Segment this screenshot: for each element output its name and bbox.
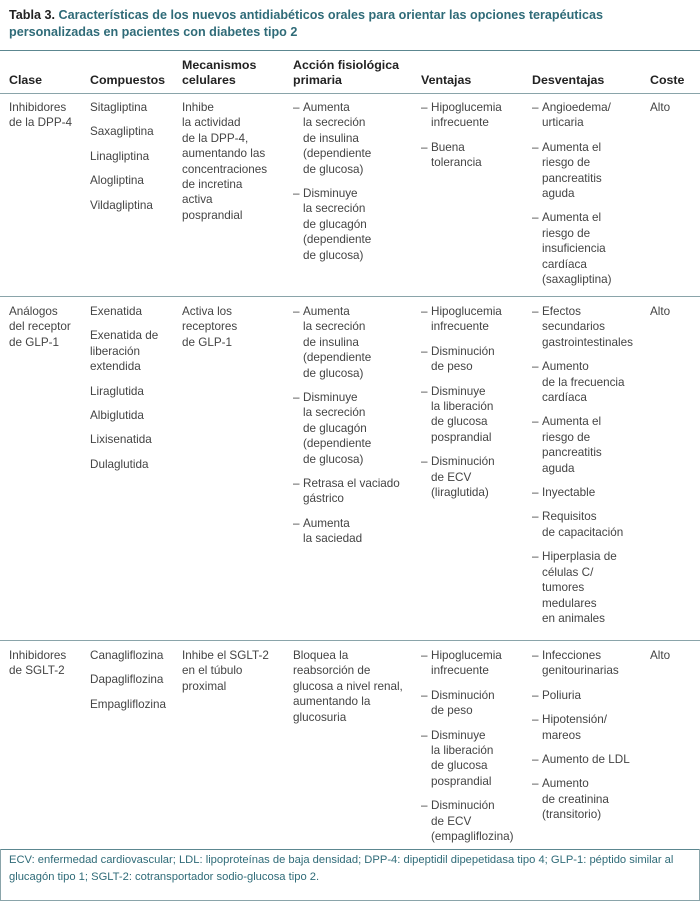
row2-compuesto: Dulaglutida xyxy=(90,457,149,471)
row3-compuesto: Canagliflozina xyxy=(90,649,164,662)
row2-accion-item: – Aumenta la secreción de insulina (dependiente de glucosa) xyxy=(293,304,417,381)
row3-accion xyxy=(293,648,417,725)
row3-desventaja-item: – Hipotensión/ mareos xyxy=(532,712,644,743)
row2-desventajas xyxy=(532,304,647,635)
row2-coste-text: Alto xyxy=(650,305,671,318)
table-footnote: ECV: enfermedad cardiovascular; LDL: lipoproteínas de baja densidad; DPP-4: dipeptidil dipepetidasa tipo 4; GLP-1: péptido similar al glucagón tipo 1; SGLT-2: cotransportador sodio-glucosa tipo 2. xyxy=(9,854,674,883)
row2-desventaja-item: – Inyectable xyxy=(532,485,647,500)
row1-compuesto: Sitagliptina xyxy=(90,101,148,114)
row3-desventaja-item: – Poliuria xyxy=(532,688,644,703)
footer-left-rule xyxy=(0,849,1,901)
bottom-rule xyxy=(0,900,700,901)
row2-accion-item: – Aumenta la saciedad xyxy=(293,516,417,547)
row3-desventajas xyxy=(532,648,644,832)
row2-mecanismo-text: Activa los receptores de GLP-1 xyxy=(182,305,238,349)
row2-ventajas xyxy=(421,304,526,509)
row2-compuestos xyxy=(90,304,178,481)
row1-compuesto: Saxagliptina xyxy=(90,125,154,139)
row3-compuesto: Empagliflozina xyxy=(90,697,167,711)
row1-compuesto: Vildagliptina xyxy=(90,198,153,212)
row2-desventaja-item: – Hiperplasia de células C/ tumores medulares en animales xyxy=(532,549,647,626)
row2-compuesto: Lixisenatida xyxy=(90,433,152,447)
row3-ventajas xyxy=(421,648,529,853)
row1-desventajas xyxy=(532,100,644,296)
row3-mecanismo xyxy=(182,648,290,694)
row3-ventaja-item: – Disminuye la liberación de glucosa posprandial xyxy=(421,728,529,790)
row3-coste-text: Alto xyxy=(650,649,671,662)
table-title xyxy=(9,7,691,41)
row2-accion-item: – Retrasa el vaciado gástrico xyxy=(293,476,417,507)
row3-ventaja-item: – Disminución de peso xyxy=(421,688,529,719)
row2-compuesto: Exenatida xyxy=(90,305,142,318)
row3-desventaja-item: – Aumento de LDL xyxy=(532,752,644,767)
row2-ventaja-item: – Disminución de peso xyxy=(421,344,526,375)
row3-clase xyxy=(9,648,84,679)
title-rule xyxy=(0,50,700,51)
row3-clase-text: Inhibidores de SGLT-2 xyxy=(9,649,67,678)
row1-accion-item: – Disminuye la secreción de glucagón (dependiente de glucosa) xyxy=(293,186,413,263)
header-coste: Coste xyxy=(650,73,685,87)
row3-desventaja-item: – Infecciones genitourinarias xyxy=(532,648,644,679)
row2-coste xyxy=(650,304,695,319)
row2-clase-text: Análogos del receptor de GLP-1 xyxy=(9,305,71,349)
header-compuestos: Compuestos xyxy=(90,73,166,87)
row2-accion xyxy=(293,304,417,556)
row1-desventaja-item: – Angioedema/ urticaria xyxy=(532,100,644,131)
row3-compuestos xyxy=(90,648,178,721)
row1-accion xyxy=(293,100,413,272)
row2-mecanismo xyxy=(182,304,286,350)
row1-mecanismo xyxy=(182,100,286,223)
row2-ventaja-item: – Hipoglucemia infrecuente xyxy=(421,304,526,335)
row2-ventaja-item: – Disminución de ECV (liraglutida) xyxy=(421,454,526,500)
header-mecanismos: Mecanismos celulares xyxy=(182,58,257,87)
row2-desventaja-item: – Aumenta el riesgo de pancreatitis aguda xyxy=(532,414,647,476)
row1-compuesto: Linagliptina xyxy=(90,149,150,163)
row1-compuesto: Alogliptina xyxy=(90,174,144,188)
row2-ventaja-item: – Disminuye la liberación de glucosa posprandial xyxy=(421,384,526,446)
row2-compuesto: Exenatida de liberación extendida xyxy=(90,329,159,374)
footer-rule xyxy=(0,849,700,850)
row2-rule xyxy=(0,640,700,641)
row1-coste-text: Alto xyxy=(650,101,671,114)
row2-desventaja-item: – Efectos secundarios gastrointestinales xyxy=(532,304,647,350)
row3-coste xyxy=(650,648,695,663)
row2-accion-item: – Disminuye la secreción de glucagón (dependiente de glucosa) xyxy=(293,390,417,467)
table-title-label: Tabla 3. xyxy=(9,8,55,22)
row1-accion-item: – Aumenta la secreción de insulina (dependiente de glucosa) xyxy=(293,100,413,177)
row3-ventaja-item: – Disminución de ECV (empagliflozina) xyxy=(421,798,529,844)
row1-desventaja-item: – Aumenta el riesgo de insuficiencia cardíaca (saxagliptina) xyxy=(532,210,644,287)
row2-compuesto: Albiglutida xyxy=(90,409,144,423)
row1-mecanismo-text: Inhibe la actividad de la DPP-4, aumentando las concentraciones de incretina activa posprandial xyxy=(182,101,268,222)
row3-accion-text: Bloquea la reabsorción de glucosa a nivel renal, aumentando la glucosuria xyxy=(293,649,403,724)
header-rule xyxy=(0,93,700,94)
header-ventajas: Ventajas xyxy=(421,73,472,87)
row2-compuesto: Liraglutida xyxy=(90,384,144,398)
header-clase: Clase xyxy=(9,73,43,87)
row3-compuesto: Dapagliflozina xyxy=(90,673,164,687)
row1-ventaja-item: – Buena tolerancia xyxy=(421,140,526,171)
row1-coste xyxy=(650,100,695,115)
row3-desventaja-item: – Aumento de creatinina (transitorio) xyxy=(532,776,644,822)
header-accion: Acción fisiológica primaria xyxy=(293,58,400,87)
row1-clase xyxy=(9,100,84,131)
row3-mecanismo-text: Inhibe el SGLT-2 en el túbulo proximal xyxy=(182,649,269,693)
row1-compuestos xyxy=(90,100,178,222)
row1-ventaja-item: – Hipoglucemia infrecuente xyxy=(421,100,526,131)
row1-ventajas xyxy=(421,100,526,180)
row2-desventaja-item: – Aumento de la frecuencia cardíaca xyxy=(532,359,647,405)
row2-desventaja-item: – Requisitos de capacitación xyxy=(532,509,647,540)
row1-clase-text: Inhibidores de la DPP-4 xyxy=(9,101,73,130)
row3-ventaja-item: – Hipoglucemia infrecuente xyxy=(421,648,529,679)
row1-rule xyxy=(0,296,700,297)
header-desventajas: Desventajas xyxy=(532,73,605,87)
row2-clase xyxy=(9,304,84,350)
table-title-text: Características de los nuevos antidiabéticos orales para orientar las opciones terapéuticas personalizadas en pacientes con diabetes tipo 2 xyxy=(9,8,604,39)
row1-desventaja-item: – Aumenta el riesgo de pancreatitis aguda xyxy=(532,140,644,202)
